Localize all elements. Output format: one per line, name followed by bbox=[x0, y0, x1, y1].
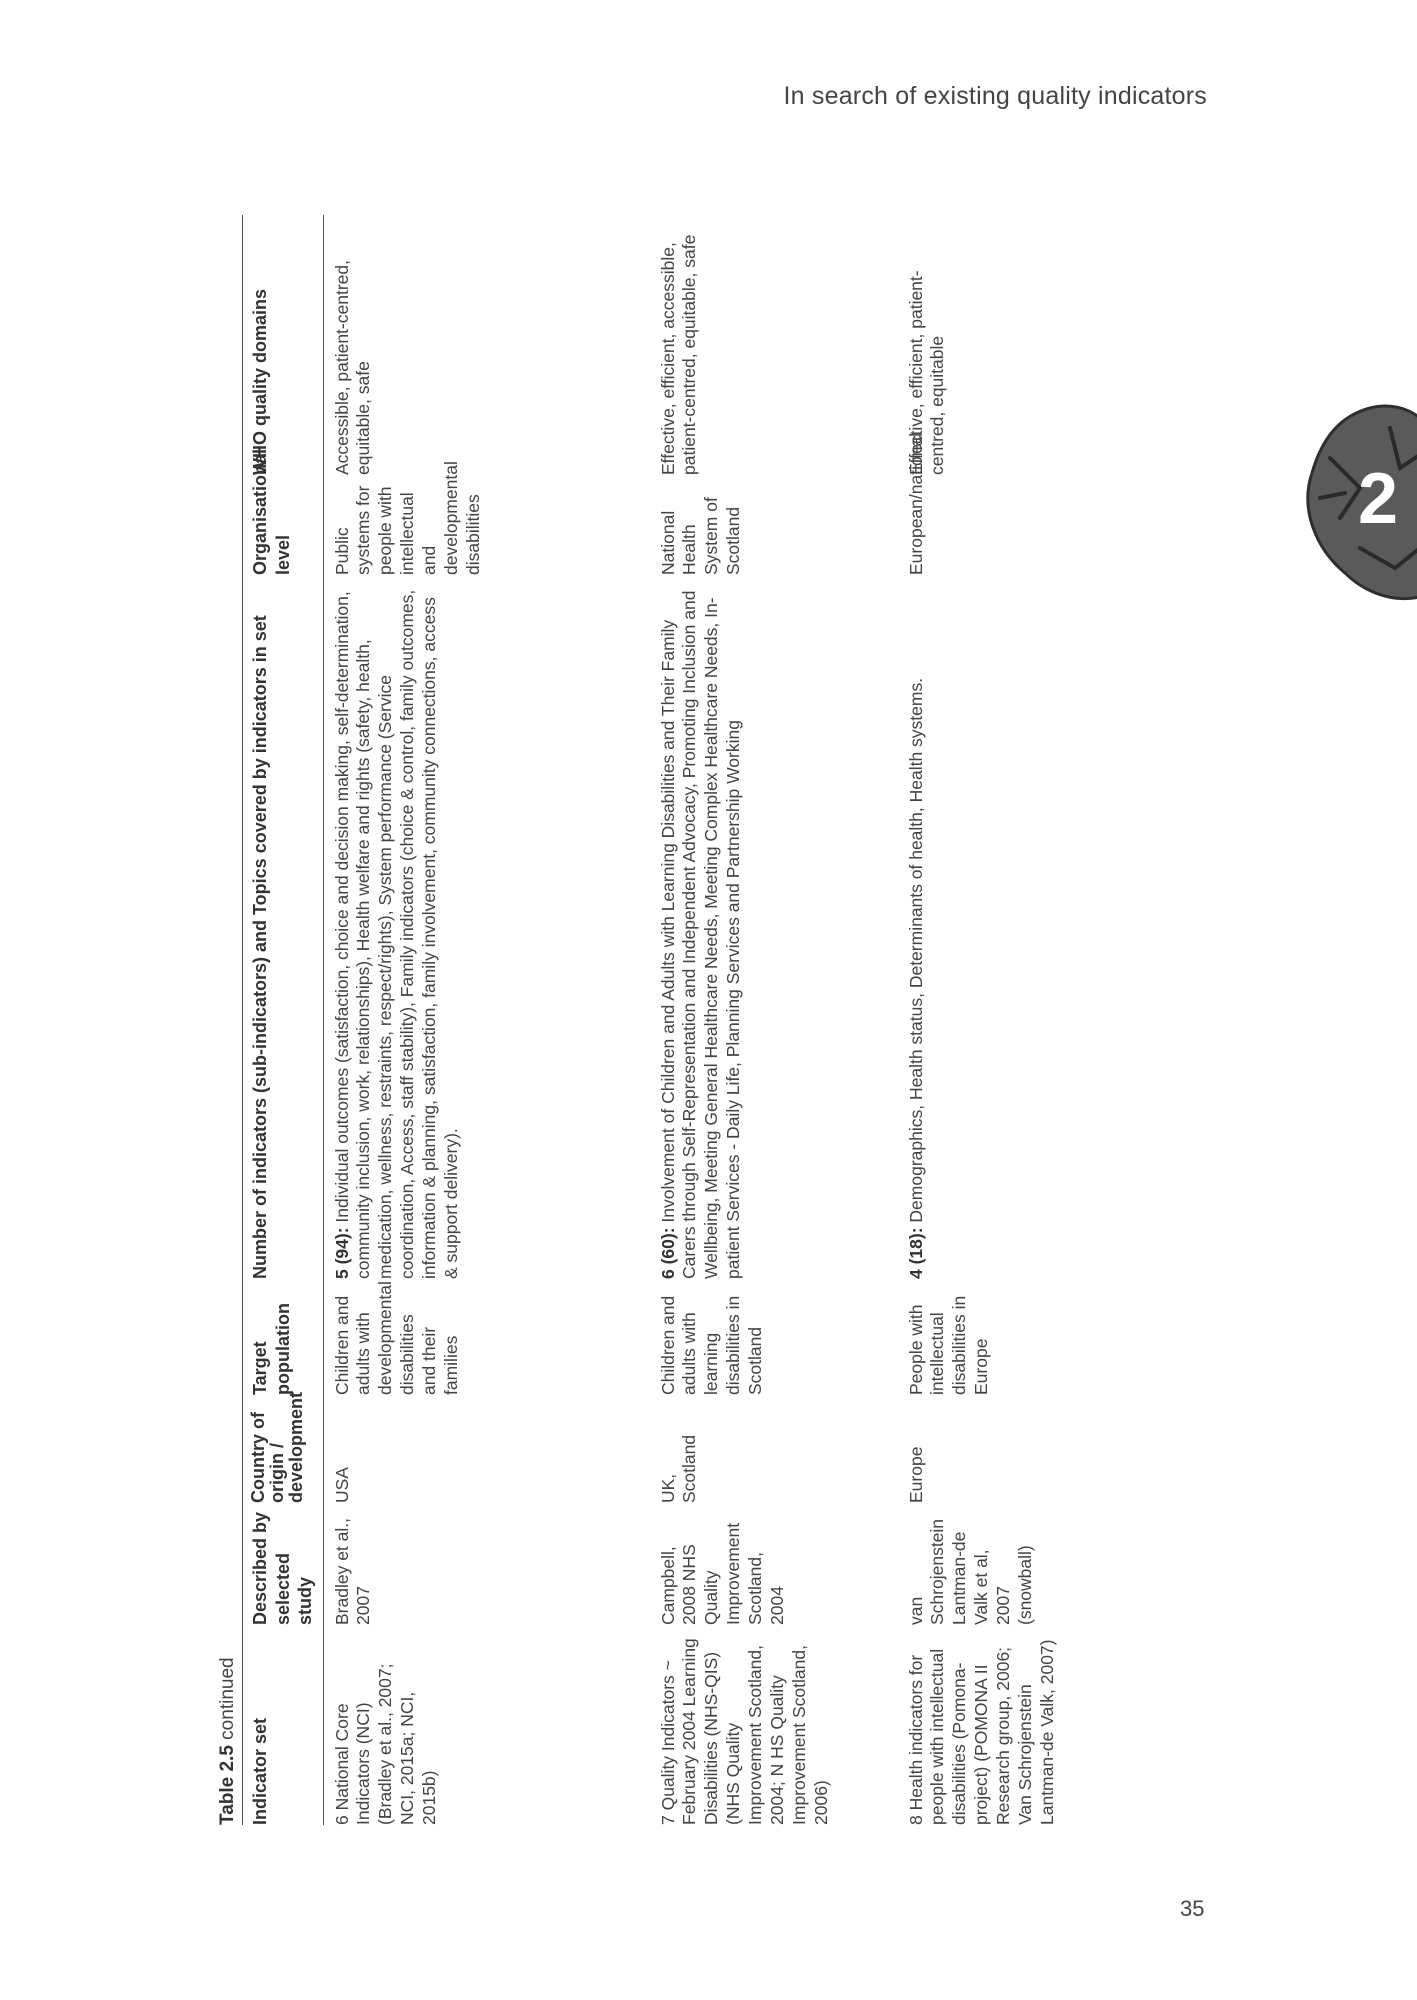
cell-described-by: Bradley et al., 2007 bbox=[331, 1518, 374, 1625]
rotated-table-region bbox=[214, 215, 1149, 1825]
indicator-count: 5 (94): bbox=[331, 1227, 352, 1279]
cell-number-topics bbox=[650, 575, 898, 1279]
chapter-number: 2 bbox=[1358, 459, 1399, 539]
cell-who-domains: Accessible, patient-centred, equitable, safe bbox=[331, 260, 374, 475]
header-organisational-level: Organisational level bbox=[243, 475, 324, 575]
cell-country: Europe bbox=[905, 1446, 926, 1503]
cell-described-by: Campbell, 2008 NHS Quality Improvement Scotland, 2004 bbox=[657, 1522, 787, 1625]
header-described-by: Described by selected study bbox=[243, 1503, 324, 1625]
cell-who-domains: Effective, efficient, patient-centred, equitable bbox=[905, 270, 948, 475]
indicator-table bbox=[242, 215, 1116, 1825]
table-row bbox=[650, 215, 898, 1825]
cell-number-topics bbox=[323, 575, 650, 1279]
cell-organisational-level: European/national bbox=[905, 432, 926, 575]
cell-indicator-set: 7 Quality Indicators ~ February 2004 Learning Disabilities (NHS-QIS) (NHS Quality Improvement Scotland, 2004; N HS Quality Improvement Scotland, 2006) bbox=[657, 1638, 831, 1825]
page-number: 35 bbox=[1180, 1896, 1205, 1921]
topics-text: Demographics, Health status, Determinants of health, Health systems. bbox=[905, 677, 926, 1228]
cell-who-domains: Effective, efficient, accessible, patient-centred, equitable, safe bbox=[657, 234, 700, 475]
table-row bbox=[898, 215, 1116, 1825]
indicator-count: 6 (60): bbox=[657, 1227, 678, 1279]
running-head: In search of existing quality indicators bbox=[783, 82, 1207, 110]
topics-text: Involvement of Children and Adults with Learning Disabilities and Their Family Carers through Self-Representation and Independent Advocacy, Promoting Inclusion and Wellbeing, Meeting General Healthcare Needs, Meeting Complex Healthcare Needs, In-patient Services - Daily Life, Planning Services and Partnership Working bbox=[657, 590, 744, 1279]
cell-country: UK, Scotland bbox=[657, 1434, 700, 1503]
header-country: Country of origin / development bbox=[243, 1395, 324, 1503]
cell-country: USA bbox=[331, 1467, 352, 1503]
cell-organisational-level: National Health System of Scotland bbox=[657, 497, 744, 575]
cell-indicator-set: 8 Health indicators for people with intellectual disabilities (Pomona-project) (POMONA II Research group, 2006; Van Schrojenstein Lantman-de Valk, 2007) bbox=[905, 1639, 1057, 1825]
cell-target-population: Children and adults with learning disabilities in Scotland bbox=[657, 1295, 765, 1395]
table-caption-label: Table 2.5 bbox=[217, 1745, 238, 1825]
table-row bbox=[323, 215, 650, 1825]
cell-organisational-level: Public systems for people with intellectual and developmental disabilities bbox=[331, 461, 483, 575]
header-target-population: Target population bbox=[243, 1279, 324, 1395]
table-caption bbox=[214, 215, 242, 1825]
cell-number-topics bbox=[898, 575, 1116, 1279]
table-header-row bbox=[243, 215, 324, 1825]
cell-indicator-set: 6 National Core Indicators (NCI) (Bradley et al., 2007; NCI, 2015a; NCI, 2015b) bbox=[331, 1663, 439, 1825]
cell-target-population: People with intellectual disabilities in Europe bbox=[905, 1295, 992, 1395]
topics-text: Individual outcomes (satisfaction, choice and decision making, self-determination, community inclusion, work, relationships), Health welfare and rights (safety, health, medication, wellness, restraints, respect/rights), System performance (Service coordination, Access, staff stability), Family indicators (choice & control, family outcomes, information & planning, satisfaction, family involvement, community connections, access & support delivery). bbox=[331, 589, 461, 1279]
chapter-badge bbox=[1300, 398, 1417, 608]
cell-described-by: van Schrojenstein Lantman-de Valk et al, 2007 (snowball) bbox=[905, 1518, 1035, 1625]
table-caption-continued: continued bbox=[217, 1657, 238, 1746]
header-indicator-set: Indicator set bbox=[243, 1625, 324, 1825]
header-number-topics: Number of indicators (sub-indicators) and Topics covered by indicators in set bbox=[243, 575, 324, 1279]
header-who-domains: WHO quality domains bbox=[243, 215, 324, 475]
indicator-count: 4 (18): bbox=[905, 1227, 926, 1279]
cell-target-population: Children and adults with developmental disabilities and their families bbox=[331, 1281, 461, 1395]
